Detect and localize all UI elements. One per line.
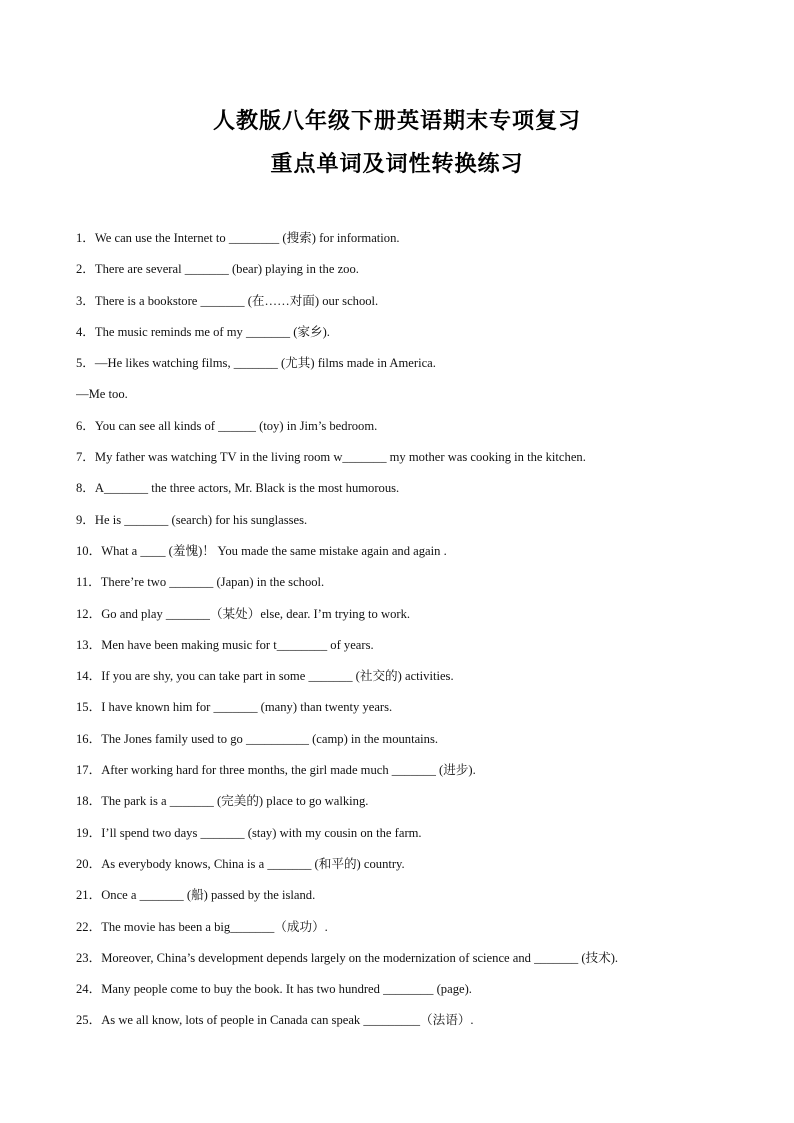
question-text: My father was watching TV in the living room w_______ my mother was cooking in the kitchen. [94, 450, 586, 465]
question-item [76, 572, 766, 603]
question-item [76, 322, 766, 353]
question-text: There’re two _______ (Japan) in the school. [100, 575, 325, 590]
question-item [76, 259, 766, 290]
page-title: 人教版八年级下册英语期末专项复习 [212, 109, 581, 134]
question-item [76, 885, 766, 916]
question-number: 24． [76, 982, 102, 997]
question-text: —He likes watching films, _______ (尤其) films made in America. [94, 356, 436, 371]
question-item [76, 447, 766, 478]
question-text: The movie has been a big_______（成功）. [101, 919, 328, 934]
question-number: 7． [76, 450, 95, 465]
question-number: 15． [76, 700, 102, 715]
question-number: 11． [76, 575, 101, 590]
page-subtitle: 重点单词及词性转换练习 [270, 152, 524, 177]
question-number: 12． [76, 606, 102, 621]
question-item [76, 823, 766, 854]
question-item [76, 416, 766, 447]
question-text: The Jones family used to go __________ (camp) in the mountains. [101, 731, 439, 746]
question-item [76, 979, 766, 1010]
question-number: 23． [76, 950, 102, 965]
question-item [76, 1010, 766, 1041]
question-text: Many people come to buy the book. It has two hundred ________ (page). [101, 982, 472, 997]
question-number: 17． [76, 763, 102, 778]
question-text: The music reminds me of my _______ (家乡). [94, 324, 330, 339]
question-item [76, 917, 766, 948]
question-item [76, 760, 766, 791]
question-item [76, 729, 766, 760]
question-number: 2． [76, 262, 95, 277]
question-text: The park is a _______ (完美的) place to go walking. [101, 794, 369, 809]
question-text: Once a _______ (船) passed by the island. [101, 888, 316, 903]
question-number: 21． [76, 888, 102, 903]
question-number: 10． [76, 543, 102, 558]
question-text: Go and play _______（某处）else, dear. I’m trying to work. [101, 606, 411, 621]
question-number: 4． [76, 324, 95, 339]
question-text: After working hard for three months, the girl made much _______ (进步). [101, 763, 476, 778]
question-number: 25． [76, 1013, 102, 1028]
question-number: 19． [76, 825, 102, 840]
question-number: 13． [76, 637, 102, 652]
question-list [76, 228, 766, 1042]
question-text: There is a bookstore _______ (在……对面) our school. [94, 293, 379, 308]
question-text: Men have been making music for t________ of years. [101, 637, 374, 652]
question-number: 5． [76, 356, 95, 371]
question-item [76, 478, 766, 509]
question-text: There are several _______ (bear) playing in the zoo. [94, 262, 359, 277]
question-text: What a ____ (羞愧)！ You made the same mistake again and again . [101, 543, 447, 558]
question-text: I have known him for _______ (many) than twenty years. [101, 700, 393, 715]
question-text: A_______ the three actors, Mr. Black is the most humorous. [94, 481, 400, 496]
question-text: As everybody knows, China is a _______ (和平的) country. [101, 856, 405, 871]
question-number: 20． [76, 856, 102, 871]
question-text: You can see all kinds of ______ (toy) in Jim’s bedroom. [94, 418, 378, 433]
question-number: 9． [76, 512, 95, 527]
question-text: I’ll spend two days _______ (stay) with my cousin on the farm. [101, 825, 422, 840]
question-item [76, 228, 766, 259]
question-item [76, 541, 766, 572]
question-item [76, 948, 766, 979]
question-item [76, 635, 766, 666]
question-item [76, 353, 766, 384]
question-text: —Me too. [76, 387, 128, 402]
question-number: 1． [76, 231, 95, 245]
question-number: 3． [76, 293, 95, 308]
question-number: 22． [76, 919, 102, 934]
question-item [76, 604, 766, 635]
question-item [76, 791, 766, 822]
question-number: 6． [76, 418, 95, 433]
question-item [76, 291, 766, 322]
question-item [76, 697, 766, 728]
question-item [76, 384, 766, 415]
question-number: 18． [76, 794, 102, 809]
question-number: 14． [76, 669, 102, 684]
question-text: We can use the Internet to ________ (搜索) for information. [94, 231, 400, 245]
question-text: Moreover, China’s development depends largely on the modernization of science and _______ (技术). [101, 950, 619, 965]
question-text: If you are shy, you can take part in some _______ (社交的) activities. [101, 669, 454, 684]
question-text: As we all know, lots of people in Canada can speak _________（法语）. [101, 1013, 474, 1028]
question-number: 8． [76, 481, 95, 496]
question-item [76, 666, 766, 697]
question-item [76, 854, 766, 885]
question-item [76, 510, 766, 541]
question-text: He is _______ (search) for his sunglasses. [94, 512, 308, 527]
question-number: 16． [76, 731, 102, 746]
